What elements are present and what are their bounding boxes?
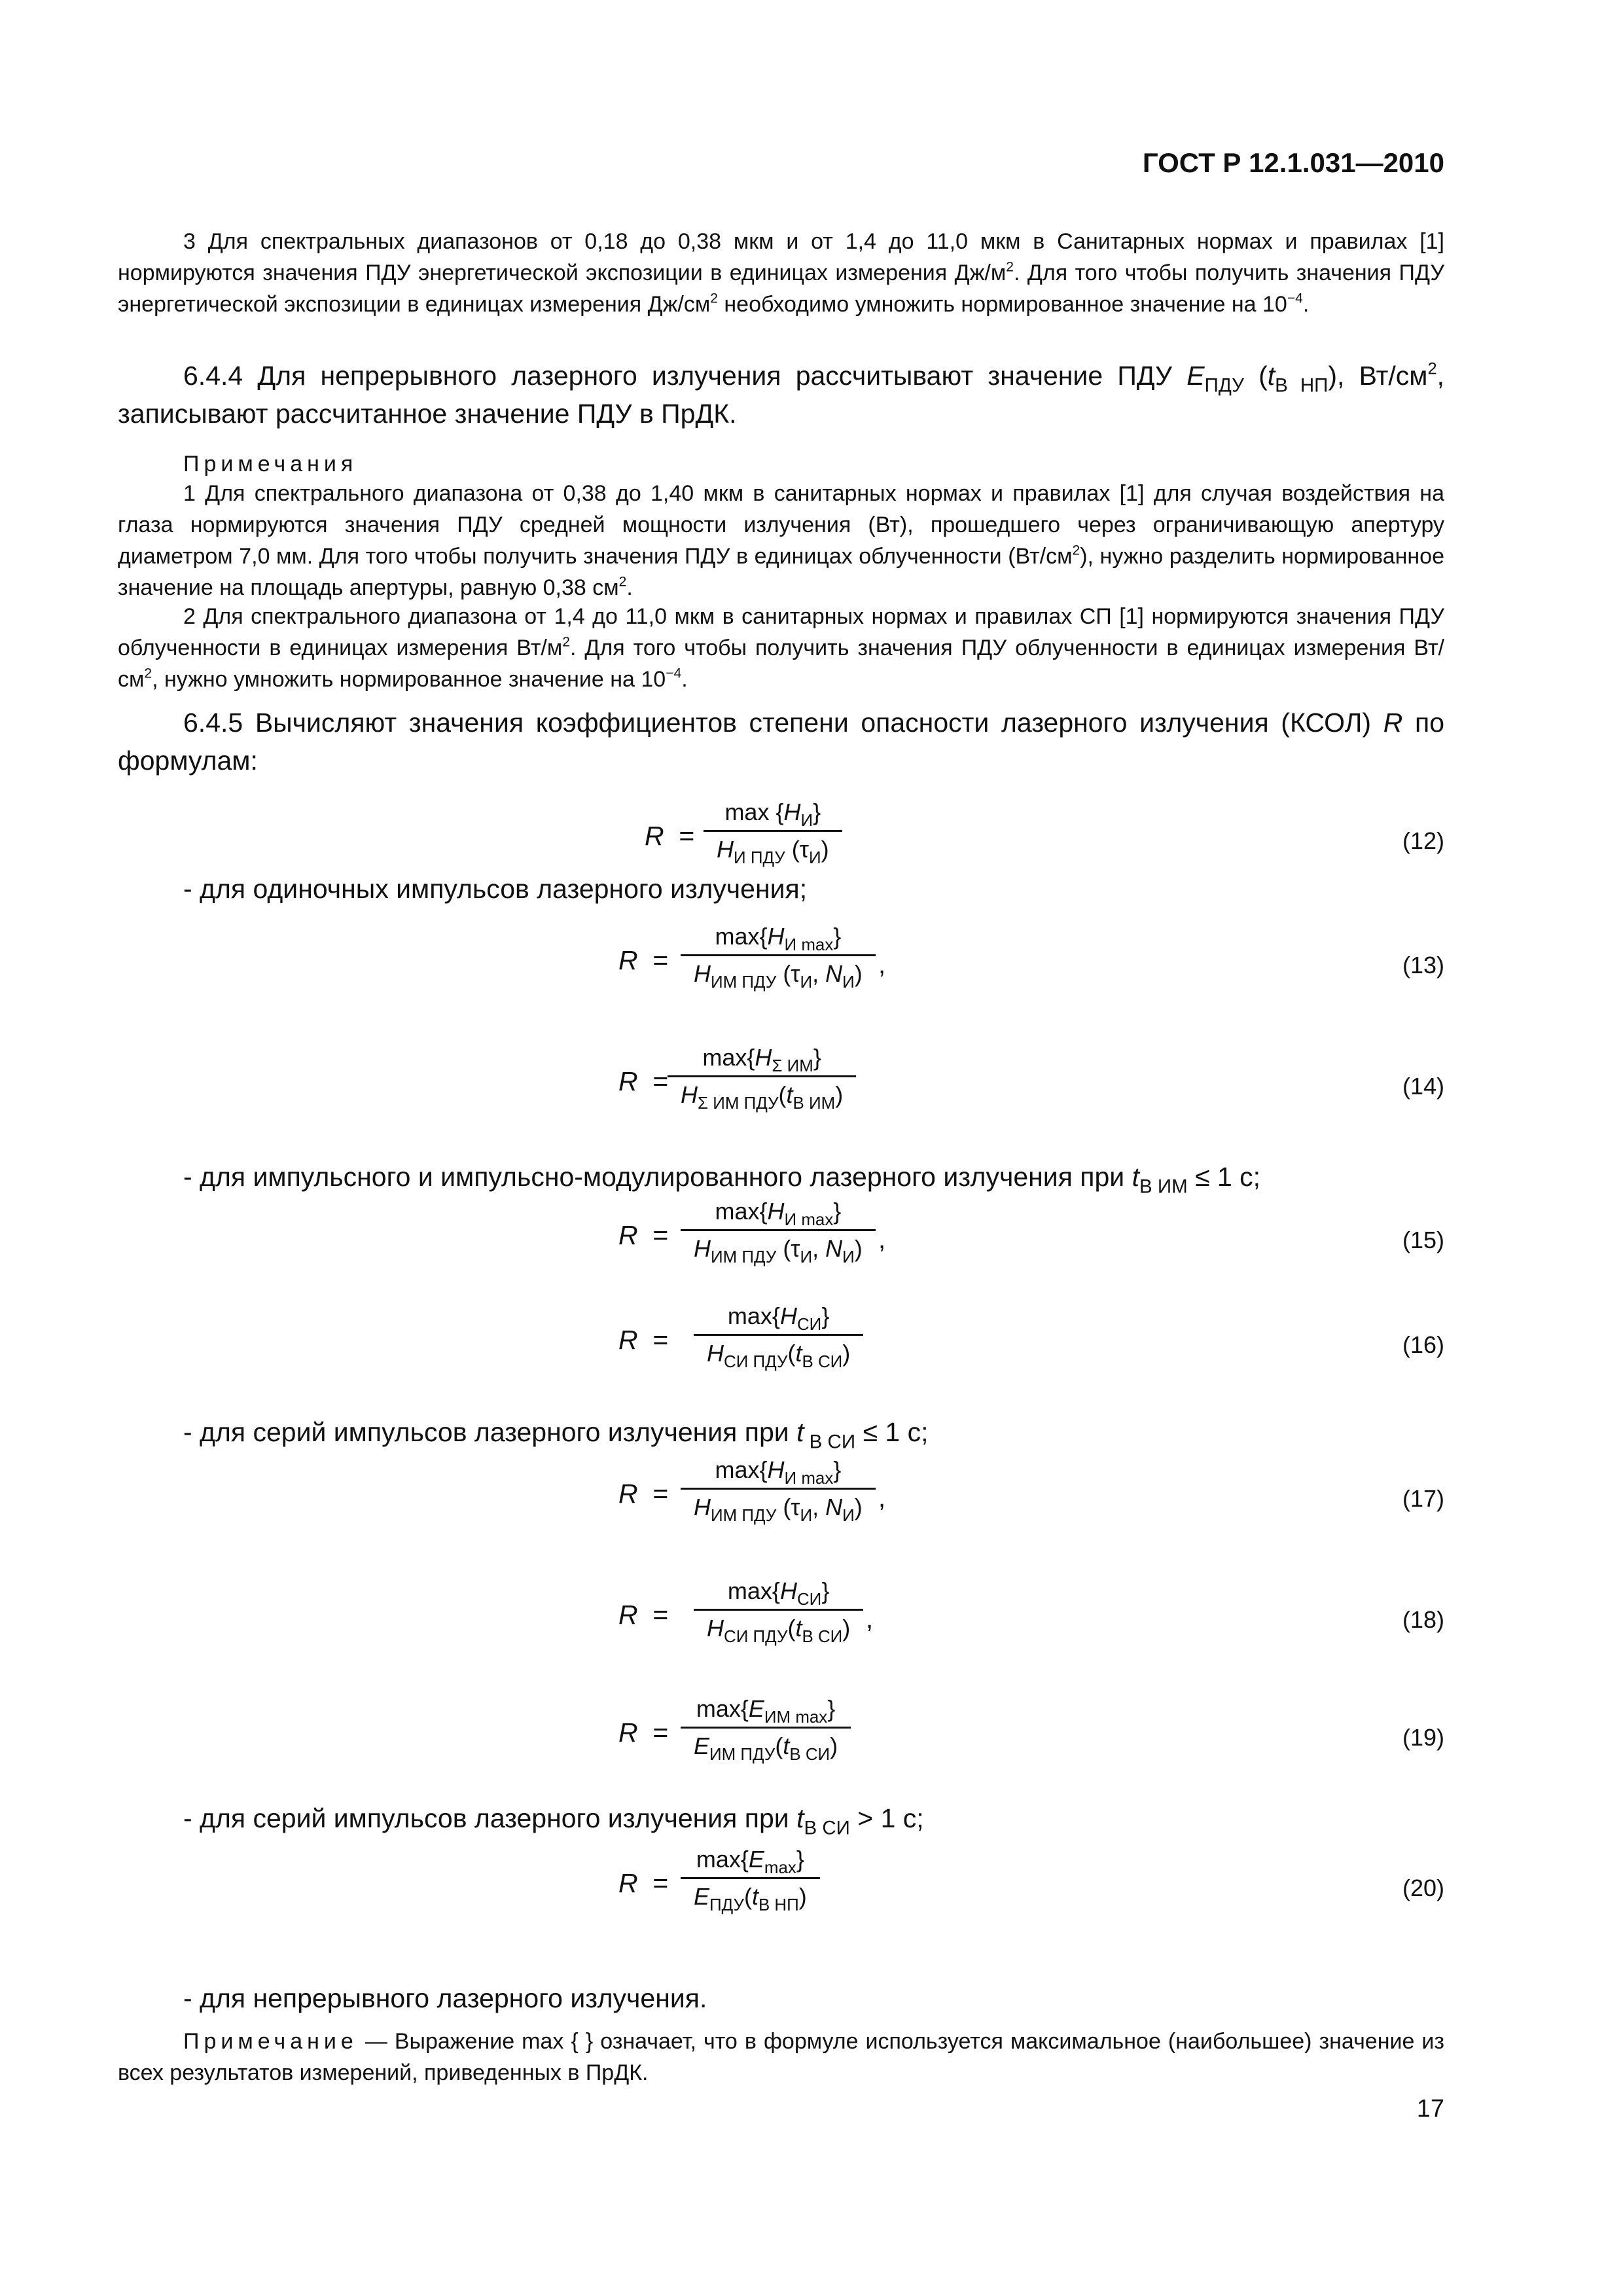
formula-fraction xyxy=(668,1044,856,1113)
formula-fraction xyxy=(681,923,876,992)
formula-denominator: $H_{ИМ ПДУ}$ ($\tau_И$, $N_И$) xyxy=(694,960,863,992)
formula-fraction xyxy=(681,1198,876,1267)
formula-numerator: $\max \{H_И\}$ xyxy=(724,798,821,831)
formula-comma: , xyxy=(866,1605,874,1634)
formula-lhs: R = xyxy=(618,1717,669,1748)
formula-denominator: $H_{И ПДУ}$ $(\tau_И)$ xyxy=(717,836,829,868)
condition-pulsed-modulated: - для импульсного и импульсно-модулированного лазерного излучения при $t_{В ИМ} \le 1$ с; xyxy=(183,1162,1261,1198)
formula xyxy=(0,1456,1623,1554)
formula-lhs: R = xyxy=(618,1868,669,1898)
formula xyxy=(0,1695,1623,1793)
formula-numerator: $\max\{H_{СИ}\}$ xyxy=(727,1302,830,1335)
formula-denominator: $H_{\Sigma ИМ ПДУ}(t_{В ИМ})$ xyxy=(681,1081,844,1113)
formula xyxy=(0,1198,1623,1296)
formula xyxy=(0,1846,1623,1944)
formula-lhs: R = xyxy=(618,1325,669,1355)
formula-denominator: $H_{ИМ ПДУ}$ ($\tau_И$, $N_И$) xyxy=(694,1235,863,1267)
formula-fraction xyxy=(704,798,842,868)
equation-number: (17) xyxy=(1402,1485,1444,1512)
formula xyxy=(0,923,1623,1021)
equation-number: (15) xyxy=(1402,1227,1444,1253)
formula-fraction xyxy=(681,1456,876,1526)
note-1: 1 Для спектрального диапазона от 0,38 до 1,40 мкм в санитарных нормах и правилах [1] для случая воздействия на глаза нормируются значения ПДУ средней мощности излучения (Вт), прошедшего через ограничивающую апертуру диаметром 7,0 мм. Для того чтобы получить значения ПДУ в единицах облученности $(Вт/см^2)$, нужно разделить нормированное значение на площадь апертуры, равную 0,38 $см^2$. xyxy=(118,481,1445,600)
formula-denominator: $E_{ПДУ}(t_{В НП})$ xyxy=(694,1883,807,1915)
section-6-4-4: 6.4.4 Для непрерывного лазерного излучения рассчитывают значение ПДУ $E_{ПДУ}$ $(t_{В НП})$, $Вт/см^2$, записывают рассчитанное значение ПДУ в ПрДК. xyxy=(118,359,1444,429)
notes-heading: Примечания xyxy=(183,452,358,476)
final-note: Примечание — Выражение max { } означает, что в формуле используется максимальное (наибольшее) значение из всех результатов измерений, приведенных в ПрДК. xyxy=(118,2029,1444,2085)
equation-number: (19) xyxy=(1402,1724,1444,1751)
formula xyxy=(0,1302,1623,1401)
formula-numerator: $\max\{H_{\Sigma ИМ}\}$ xyxy=(702,1044,821,1076)
formula xyxy=(0,1044,1623,1142)
formula-lhs: R = xyxy=(618,1220,669,1250)
formula-lhs: R = xyxy=(618,1066,669,1096)
formula-fraction xyxy=(694,1577,863,1647)
formula-denominator: $H_{СИ ПДУ}(t_{В СИ})$ xyxy=(707,1340,851,1372)
page-number: 17 xyxy=(1416,2095,1444,2123)
formula-numerator: $\max\{E_{max}\}$ xyxy=(696,1846,804,1878)
condition-series-gt1: - для серий импульсов лазерного излучения при $t_{В СИ} > 1$ с; xyxy=(183,1803,924,1839)
formula-comma: , xyxy=(878,950,886,979)
condition-continuous: - для непрерывного лазерного излучения. xyxy=(183,1983,707,2013)
formula-lhs: R = xyxy=(618,1600,669,1630)
formula-comma: , xyxy=(878,1225,886,1254)
formula-numerator: $\max\{H_{СИ}\}$ xyxy=(727,1577,830,1609)
condition-single-pulses: - для одиночных импульсов лазерного излучения; xyxy=(183,874,808,904)
note-2: 2 Для спектрального диапазона от 1,4 до 11,0 мкм в санитарных нормах и правилах СП [1] нормируются значения ПДУ облученности в единицах измерения $Вт/м^2$. Для того чтобы получить значения ПДУ облученности в единицах измерения $Вт/см^2$, нужно умножить нормированное значение на $10^{-4}$. xyxy=(118,604,1444,692)
formula-denominator: $E_{ИМ ПДУ}(t_{В СИ})$ xyxy=(694,1732,838,1765)
formula-numerator: $\max\{H_{И max}\}$ xyxy=(715,1456,842,1488)
equation-number: (18) xyxy=(1402,1606,1444,1633)
formula-lhs: R = xyxy=(645,821,695,851)
formula-lhs: R = xyxy=(618,945,669,975)
equation-number: (14) xyxy=(1402,1073,1444,1100)
condition-series-le1: - для серий импульсов лазерного излучения при t $_{В СИ}$ ≤ 1 с; xyxy=(183,1417,929,1453)
formula-numerator: $\max\{E_{ИМ max}\}$ xyxy=(696,1695,836,1727)
formula-comma: , xyxy=(878,1484,886,1513)
equation-number: (20) xyxy=(1402,1874,1444,1901)
formula-numerator: $\max\{H_{И max}\}$ xyxy=(715,923,842,955)
equation-number: (13) xyxy=(1402,952,1444,978)
formula-fraction xyxy=(681,1695,851,1765)
equation-number: (12) xyxy=(1402,827,1444,854)
note-3: 3 Для спектральных диапазонов от 0,18 до 0,38 мкм и от 1,4 до 11,0 мкм в Санитарных нормах и правилах [1] нормируются значения ПДУ энергетической экспозиции в единицах измерения $Дж/м^2$. Для того чтобы получить значения ПДУ энергетической экспозиции в единицах измерения $Дж/см^2$ необходимо умножить нормированное значение на $10^{-4}$. xyxy=(118,229,1444,317)
section-6-4-5: 6.4.5 Вычисляют значения коэффициентов степени опасности лазерного излучения (КСОЛ) R по формулам: xyxy=(118,708,1444,776)
formula-numerator: $\max\{H_{И max}\}$ xyxy=(715,1198,842,1230)
formula-denominator: $H_{СИ ПДУ}(t_{В СИ})$ xyxy=(707,1615,851,1647)
formula xyxy=(0,1577,1623,1676)
equation-number: (16) xyxy=(1402,1331,1444,1358)
document-header: ГОСТ Р 12.1.031—2010 xyxy=(1142,147,1444,178)
formula-fraction xyxy=(681,1846,820,1915)
formula-fraction xyxy=(694,1302,863,1372)
formula-lhs: R = xyxy=(618,1479,669,1509)
formula-denominator: $H_{ИМ ПДУ}$ ($\tau_И$, $N_И$) xyxy=(694,1494,863,1526)
